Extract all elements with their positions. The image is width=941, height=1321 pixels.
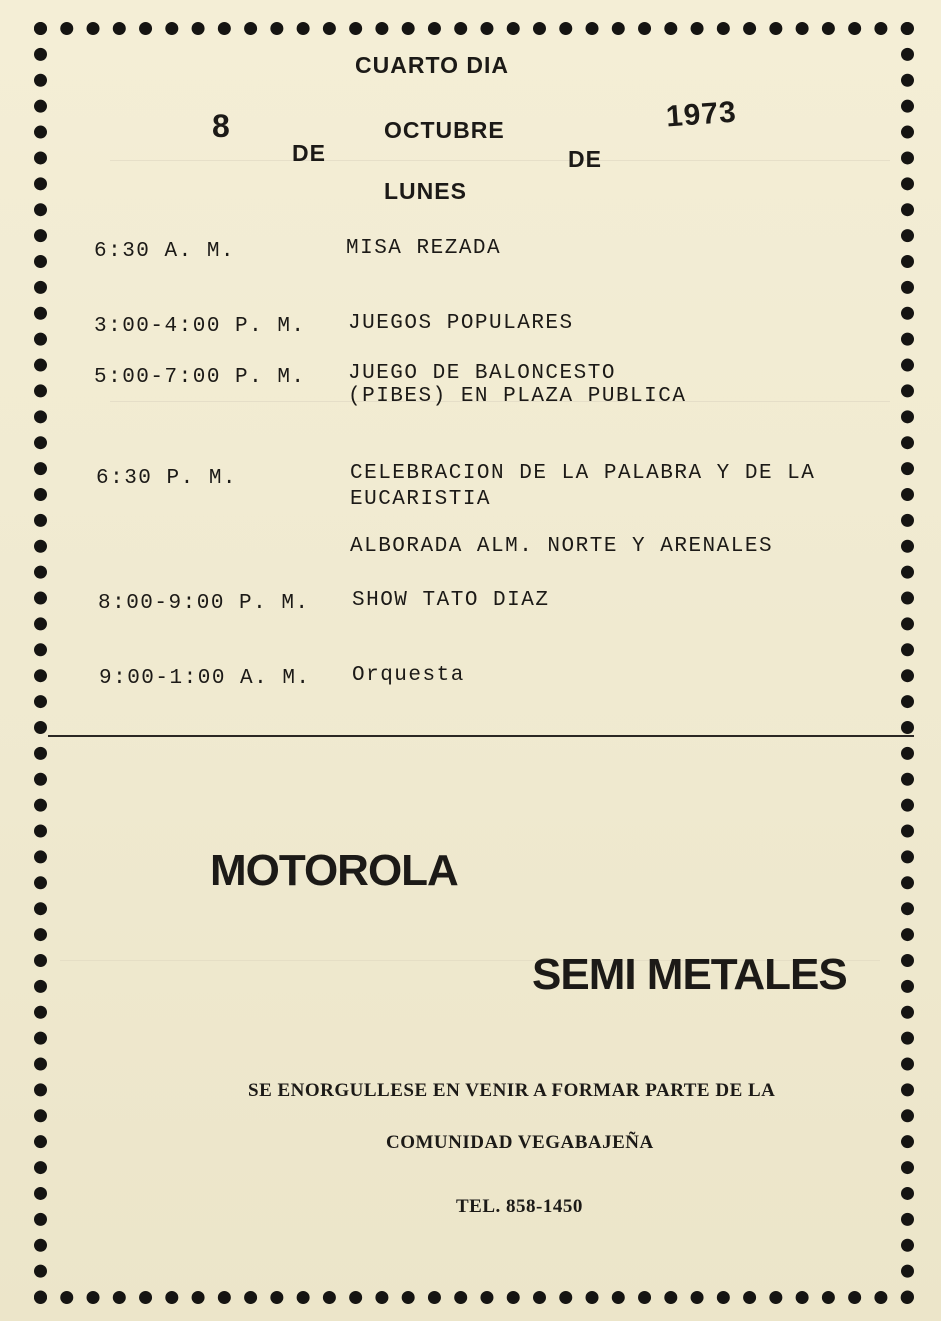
sponsor-message-line2: COMUNIDAD VEGABAJEÑA bbox=[386, 1132, 654, 1153]
schedule-time: 9:00-1:00 A. M. bbox=[99, 667, 311, 690]
section-divider bbox=[48, 735, 914, 737]
brand-semi-metales: SEMI METALES bbox=[532, 950, 847, 999]
de-label-left: DE bbox=[292, 140, 326, 166]
de-label-right: DE bbox=[568, 146, 602, 172]
schedule-event-continued: EUCARISTIA bbox=[350, 488, 492, 511]
sponsor-message-line1: SE ENORGULLESE EN VENIR A FORMAR PARTE DE LA bbox=[248, 1080, 776, 1101]
brand-motorola: MOTOROLA bbox=[210, 846, 458, 895]
year-label: 1973 bbox=[664, 95, 738, 134]
schedule-event: ALBORADA ALM. NORTE Y ARENALES bbox=[350, 535, 774, 558]
weekday-label: LUNES bbox=[384, 178, 467, 204]
schedule-event: JUEGOS POPULARES bbox=[348, 312, 574, 335]
schedule-event: MISA REZADA bbox=[346, 237, 502, 260]
schedule-time: 3:00-4:00 P. M. bbox=[94, 315, 306, 338]
schedule-event: CELEBRACION DE LA PALABRA Y DE LA bbox=[350, 462, 816, 485]
sponsor-telephone: TEL. 858-1450 bbox=[456, 1196, 583, 1217]
schedule-event: Orquesta bbox=[352, 664, 465, 687]
schedule-time: 6:30 P. M. bbox=[96, 467, 238, 490]
schedule-event-continued: (PIBES) EN PLAZA PUBLICA bbox=[348, 385, 687, 408]
schedule-event: JUEGO DE BALONCESTO bbox=[348, 362, 616, 385]
month-label: OCTUBRE bbox=[384, 117, 505, 143]
schedule-time: 8:00-9:00 P. M. bbox=[98, 592, 310, 615]
date-number: 8 bbox=[212, 108, 231, 144]
day-title: CUARTO DIA bbox=[355, 52, 509, 78]
dotted-border-frame bbox=[34, 22, 914, 1304]
schedule-time: 6:30 A. M. bbox=[94, 240, 236, 263]
schedule-event: SHOW TATO DIAZ bbox=[352, 589, 550, 612]
schedule-time: 5:00-7:00 P. M. bbox=[94, 366, 306, 389]
